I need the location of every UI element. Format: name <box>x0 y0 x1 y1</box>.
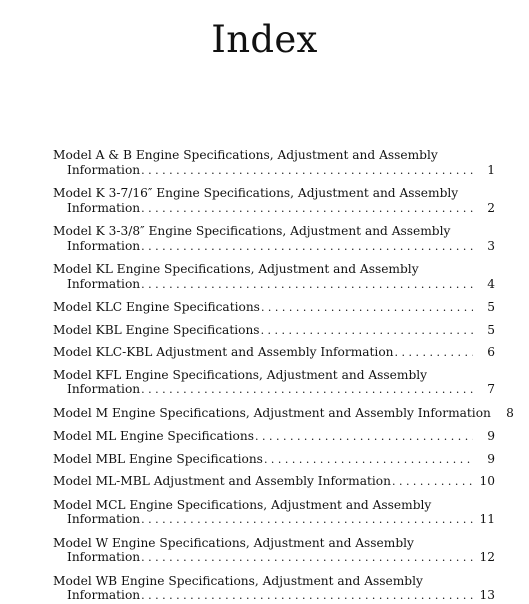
dot-leader <box>260 324 473 339</box>
index-entry[interactable] <box>53 224 495 254</box>
entry-leader-line <box>53 163 495 179</box>
entry-title: Model W Engine Specifications, Adjustment and Assembly <box>53 535 414 550</box>
index-entry[interactable] <box>53 186 495 216</box>
page-number: 2 <box>487 200 495 215</box>
index-entry[interactable] <box>53 345 495 361</box>
entry-leader-line <box>53 452 495 468</box>
index-entry[interactable] <box>53 323 495 339</box>
index-list <box>53 141 514 604</box>
dot-leader <box>254 430 473 445</box>
entry-leader-line <box>53 201 495 217</box>
page-number: 3 <box>487 238 495 253</box>
entry-title: Model KBL Engine Specifications <box>53 322 260 337</box>
index-entry[interactable] <box>53 452 495 468</box>
entry-title: Information <box>67 512 141 526</box>
entry-title: Model ML-MBL Adjustment and Assembly Information <box>53 474 391 488</box>
page-number: 6 <box>487 345 495 359</box>
page-number: 10 <box>479 474 495 488</box>
entry-title: Model KL Engine Specifications, Adjustment and Assembly <box>53 262 419 276</box>
entry-leader-line <box>53 405 514 422</box>
index-entry[interactable] <box>53 498 495 528</box>
entry-leader-line <box>53 512 495 528</box>
index-entry[interactable] <box>53 262 495 292</box>
entry-title: Information <box>67 276 141 291</box>
entry-title: Model KLC Engine Specifications <box>53 300 260 314</box>
entry-title: Model K 3-3/8″ Engine Specifications, Adjustment and Assembly <box>53 224 451 238</box>
index-entry[interactable] <box>53 574 495 604</box>
dot-leader <box>263 453 473 468</box>
dot-leader <box>260 301 473 316</box>
index-entry[interactable] <box>53 536 495 566</box>
page-number: 12 <box>479 550 495 564</box>
index-entry[interactable] <box>53 474 495 490</box>
page-number: 9 <box>487 451 495 466</box>
page-number: 1 <box>487 162 495 177</box>
entry-title: Model MCL Engine Specifications, Adjustment and Assembly <box>53 497 432 512</box>
index-entry[interactable] <box>53 405 514 422</box>
entry-leader-line <box>53 345 495 361</box>
entry-title: Information <box>67 382 141 396</box>
entry-leader-line <box>53 382 495 398</box>
entry-title: Information <box>67 200 141 215</box>
entry-leader-line <box>53 239 495 255</box>
entry-title: Model WB Engine Specifications, Adjustment and Assembly <box>53 573 423 588</box>
page-number: 13 <box>479 588 495 602</box>
index-entry[interactable] <box>53 148 495 178</box>
entry-title: Information <box>67 550 141 564</box>
page-number: 5 <box>487 300 495 314</box>
entry-leader-line <box>53 323 495 339</box>
dot-leader <box>140 202 473 217</box>
index-entry[interactable] <box>53 368 495 398</box>
page-number: 4 <box>487 276 495 291</box>
entry-title: Model M Engine Specifications, Adjustment and Assembly Information <box>53 405 491 420</box>
entry-title: Model A & B Engine Specifications, Adjustment and Assembly <box>53 148 438 162</box>
entry-leader-line <box>53 588 495 604</box>
dot-leader <box>391 475 473 490</box>
page-number: 7 <box>487 382 495 396</box>
dot-leader <box>140 383 473 398</box>
page-title: Index <box>211 18 318 61</box>
entry-leader-line <box>53 474 495 490</box>
index-entry[interactable] <box>53 300 495 316</box>
page-number: 9 <box>487 429 495 443</box>
entry-leader-line <box>53 277 495 293</box>
entry-title: Information <box>67 588 141 602</box>
entry-title: Model MBL Engine Specifications <box>53 451 263 466</box>
entry-leader-line <box>53 550 495 566</box>
index-entry[interactable] <box>53 429 495 445</box>
dot-leader <box>140 240 473 255</box>
entry-title: Model K 3-7/16″ Engine Specifications, Adjustment and Assembly <box>53 186 459 200</box>
entry-title: Model KLC-KBL Adjustment and Assembly Information <box>53 345 394 359</box>
dot-leader <box>140 513 473 528</box>
dot-leader <box>140 589 473 604</box>
dot-leader <box>140 551 473 566</box>
dot-leader <box>394 346 473 361</box>
page-number: 11 <box>479 512 495 526</box>
entry-title: Information <box>67 162 141 177</box>
page-number: 8 <box>506 405 514 420</box>
page-number: 5 <box>487 322 495 337</box>
entry-title: Model KFL Engine Specifications, Adjustment and Assembly <box>53 367 428 382</box>
dot-leader <box>140 278 473 293</box>
entry-leader-line <box>53 300 495 316</box>
dot-leader <box>140 164 473 179</box>
entry-title: Model ML Engine Specifications <box>53 429 254 443</box>
entry-title: Information <box>67 238 141 253</box>
entry-leader-line <box>53 429 495 445</box>
